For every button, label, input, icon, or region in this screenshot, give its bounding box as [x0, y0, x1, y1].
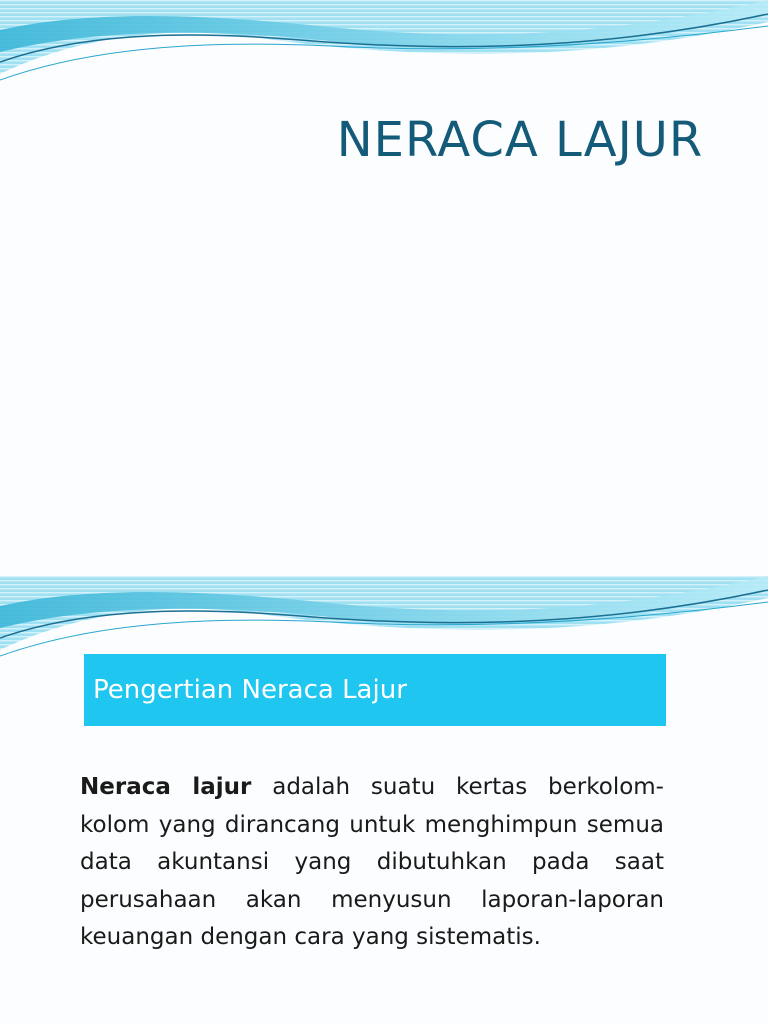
wave-decoration [0, 0, 768, 100]
definition-text: adalah suatu kertas berkolom-kolom yang dirancang untuk menghimpun semua data akuntansi yang dibutuhkan pada saat perusahaan akan menyusun laporan-laporan keuangan dengan cara yang sistematis. [80, 774, 664, 950]
section-heading-box [84, 654, 666, 726]
definition-term: Neraca lajur [80, 774, 252, 800]
section-heading: Pengertian Neraca Lajur [93, 675, 407, 705]
slide-title-text: NERACA LAJUR [336, 112, 704, 168]
slide-content [0, 576, 768, 1024]
definition-paragraph [80, 769, 664, 957]
